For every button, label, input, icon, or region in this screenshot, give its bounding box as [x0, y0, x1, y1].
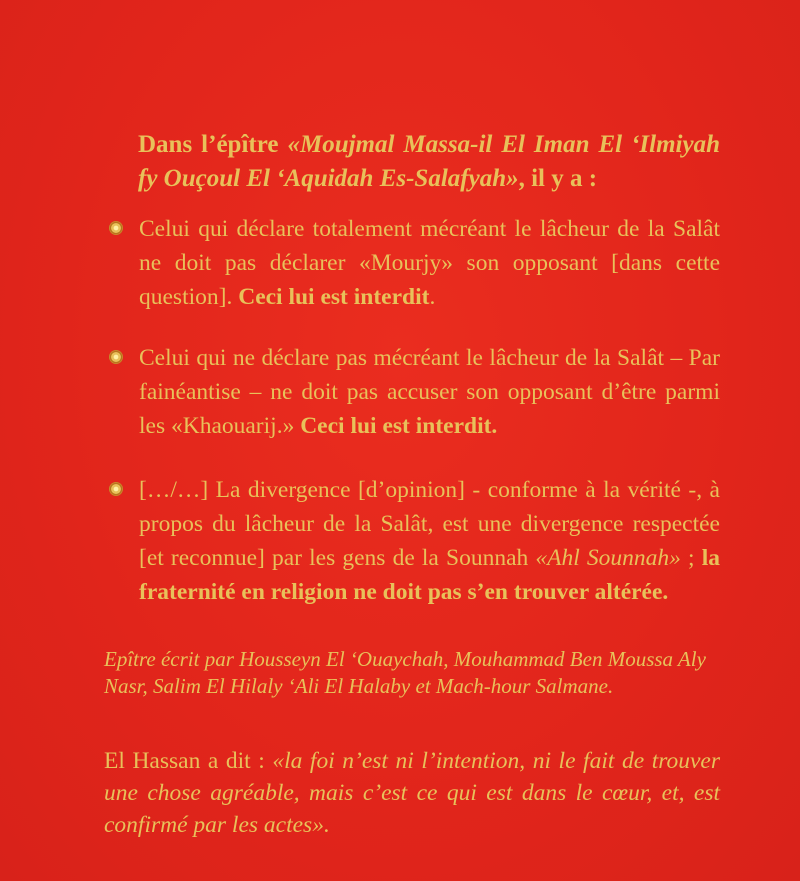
quote-speaker: El Hassan a dit : [104, 748, 273, 774]
quote-paragraph [104, 745, 720, 841]
intro-tail: , il y a : [518, 165, 598, 192]
emphasis: la fraternité en religion ne doit pas s’en trouver altérée. [139, 545, 721, 605]
list-item [110, 341, 720, 443]
list-item-text: Celui qui ne déclare pas mécréant le lâcheur de la Salât – Par fainéantise – ne doit pas accuser son opposant d’être parmi les «Khaouarij.» Ceci lui est interdit. [139, 345, 720, 439]
flower-bullet-icon [110, 222, 122, 234]
authors-credit: Epître écrit par Housseyn El ‘Ouaychah, Mouhammad Ben Moussa Aly Nasr, Salim El Hilaly ‘Ali El Halaby et Mach-hour Salmane. [104, 647, 706, 698]
emphasis: Ceci lui est interdit [238, 284, 430, 310]
intro-lead: Dans l’épître [138, 131, 279, 158]
flower-bullet-icon [110, 483, 122, 495]
ahl-sounnah-term: «Ahl Sounnah» [535, 545, 681, 571]
list-item-text: Celui qui déclare totalement mécréant le lâcheur de la Salât ne doit pas déclarer «Mourjy» son opposant [dans cette question]. Ceci lui est interdit. [139, 216, 720, 310]
emphasis: Ceci lui est interdit. [300, 413, 498, 439]
list-item-text: […/…] La divergence [d’opinion] - conforme à la vérité -, à propos du lâcheur de la Salât, est une divergence respectée [et reconnue] par les gens de la Sounnah «Ahl Sounnah» ; la fraternité en religion ne doit pas s’en trouver altérée. [139, 477, 721, 605]
quote-text: «la foi n’est ni l’intention, ni le fait de trouver une chose agréable, mais c’est ce qui est dans le cœur, et, est confirmé par les actes». [104, 748, 720, 838]
flower-bullet-icon [110, 351, 122, 363]
list-item [110, 212, 720, 314]
epistle-title: «Moujmal Massa-il El Iman El ‘Ilmiyah fy Ouçoul El ‘Aquidah Es-Salafyah» [138, 131, 720, 192]
list-item [110, 473, 720, 609]
intro-paragraph [138, 128, 720, 196]
